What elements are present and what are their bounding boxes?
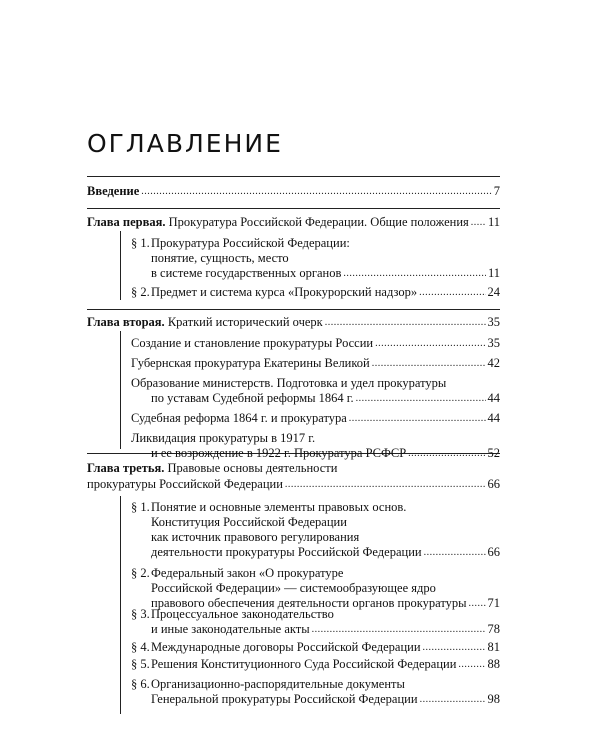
toc-entry-chapter-1[interactable] [87,215,500,230]
dot-leader [423,640,486,655]
toc-entry-ch3-s6[interactable] [151,692,500,707]
dot-leader [372,356,486,371]
section-title-line: в системе государственных органов [151,266,342,280]
entry-page: 71 [487,596,500,610]
toc-entry-chapter-2[interactable] [87,315,500,330]
section-title-line: и иные законодательные акты [151,622,310,636]
section-title-line: правового обеспечения деятельности органов прокуратуры [151,596,467,610]
dot-leader [141,184,491,199]
entry-page: 78 [487,622,500,636]
section-number: § 3. [131,607,150,621]
dot-leader [375,336,485,351]
section-title-line: Ликвидация прокуратуры в 1917 г. [131,431,316,445]
page-title: ОГЛАВЛЕНИЕ [87,129,283,158]
entry-page: 52 [487,446,500,460]
toc-entry-ch2-1[interactable] [131,336,500,351]
entry-page: 11 [487,266,500,280]
entry-page: 35 [487,336,500,350]
dot-leader [325,315,486,330]
section-title-line: Организационно-распорядительные документы [151,677,405,691]
section-bar-ch1 [120,231,121,300]
dot-leader [420,692,486,707]
dot-leader [424,545,486,560]
entry-page: 7 [493,184,500,198]
toc-entry-ch2-2[interactable] [131,356,500,371]
toc-entry-intro[interactable] [87,184,500,199]
chapter-prefix: Глава первая. [87,215,166,229]
section-title-line: понятие, сущность, место [151,251,289,265]
section-title-line: Процессуальное законодательство [151,607,334,621]
toc-entry-chapter-3[interactable] [87,477,500,492]
divider-top [87,176,500,177]
entry-page: 11 [487,215,500,229]
toc-entry-ch3-s3[interactable] [151,622,500,637]
section-title-line: Образование министерств. Подготовка и удел прокуратуры [131,376,447,390]
toc-entry-ch3-s5[interactable] [151,657,500,672]
chapter-prefix: Глава третья. [87,461,165,475]
dot-leader [312,622,486,637]
entry-page: 98 [487,692,500,706]
section-number: § 5. [131,657,150,671]
entry-page: 88 [487,657,500,671]
section-title: Судебная реформа 1864 г. и прокуратура [131,411,347,425]
dot-leader [419,285,485,300]
section-title-line: Конституция Российской Федерации [151,515,347,529]
entry-page: 44 [487,391,500,405]
dot-leader [469,596,486,611]
section-title-line: Прокуратура Российской Федерации: [151,236,350,250]
entry-page: 24 [487,285,500,299]
toc-entry-ch2-3[interactable] [151,391,500,406]
entry-page: 42 [487,356,500,370]
chapter-title: Прокуратура Российской Федерации. Общие положения [168,215,469,229]
section-number: § 6. [131,677,150,691]
section-bar-ch2 [120,331,121,449]
section-title-line: Генеральной прокуратуры Российской Федерации [151,692,418,706]
chapter-prefix: Глава вторая. [87,315,165,329]
section-title: Губернская прокуратура Екатерины Великой [131,356,370,370]
chapter-heading-line [87,461,337,476]
chapter-title-line: прокуратуры Российской Федерации [87,477,283,491]
section-title-line: по уставам Судебной реформы 1864 г. [151,391,354,405]
entry-page: 81 [487,640,500,654]
dot-leader [285,477,486,492]
toc-entry-ch3-s4[interactable] [151,640,500,655]
section-title-line: Понятие и основные элементы правовых основ. [151,500,407,514]
dot-leader [349,411,486,426]
section-title-line: Федеральный закон «О прокуратуре [151,566,344,580]
section-title: Предмет и система курса «Прокурорский надзор» [151,285,418,299]
dot-leader [343,266,486,281]
section-number: § 2. [131,566,150,580]
dot-leader [356,391,486,406]
section-number: § 1. [131,236,150,250]
section-title-line: деятельности прокуратуры Российской Федерации [151,545,422,559]
divider-1 [87,208,500,209]
section-title-line: Российской Федерации» — системообразующее ядро [151,581,436,595]
section-bar-ch3 [120,496,121,714]
section-number: § 1. [131,500,150,514]
entry-page: 35 [487,315,500,329]
toc-entry-ch2-5[interactable] [151,446,500,461]
toc-entry-ch3-s1[interactable] [151,545,500,560]
entry-label: Введение [87,184,140,198]
section-title: Создание и становление прокуратуры России [131,336,374,350]
toc-entry-ch1-s2[interactable] [151,285,500,300]
chapter-title: Правовые основы деятельности [167,461,338,475]
dot-leader [458,657,485,672]
section-title: Международные договоры Российской Федерации [151,640,421,654]
chapter-title: Краткий исторический очерк [167,315,323,329]
section-title-line: и ее возрождение в 1922 г. Прокуратура РСФСР [151,446,407,460]
entry-page: 66 [487,477,500,491]
section-title: Решения Конституционного Суда Российской Федерации [151,657,457,671]
dot-leader [408,446,485,461]
section-number: § 2. [131,285,150,299]
entry-page: 66 [487,545,500,559]
toc-entry-ch2-4[interactable] [131,411,500,426]
toc-entry-ch1-s1[interactable] [151,266,500,281]
entry-page: 44 [487,411,500,425]
dot-leader [471,215,486,230]
divider-2 [87,309,500,310]
section-title-line: как источник правового регулирования [151,530,360,544]
section-number: § 4. [131,640,150,654]
